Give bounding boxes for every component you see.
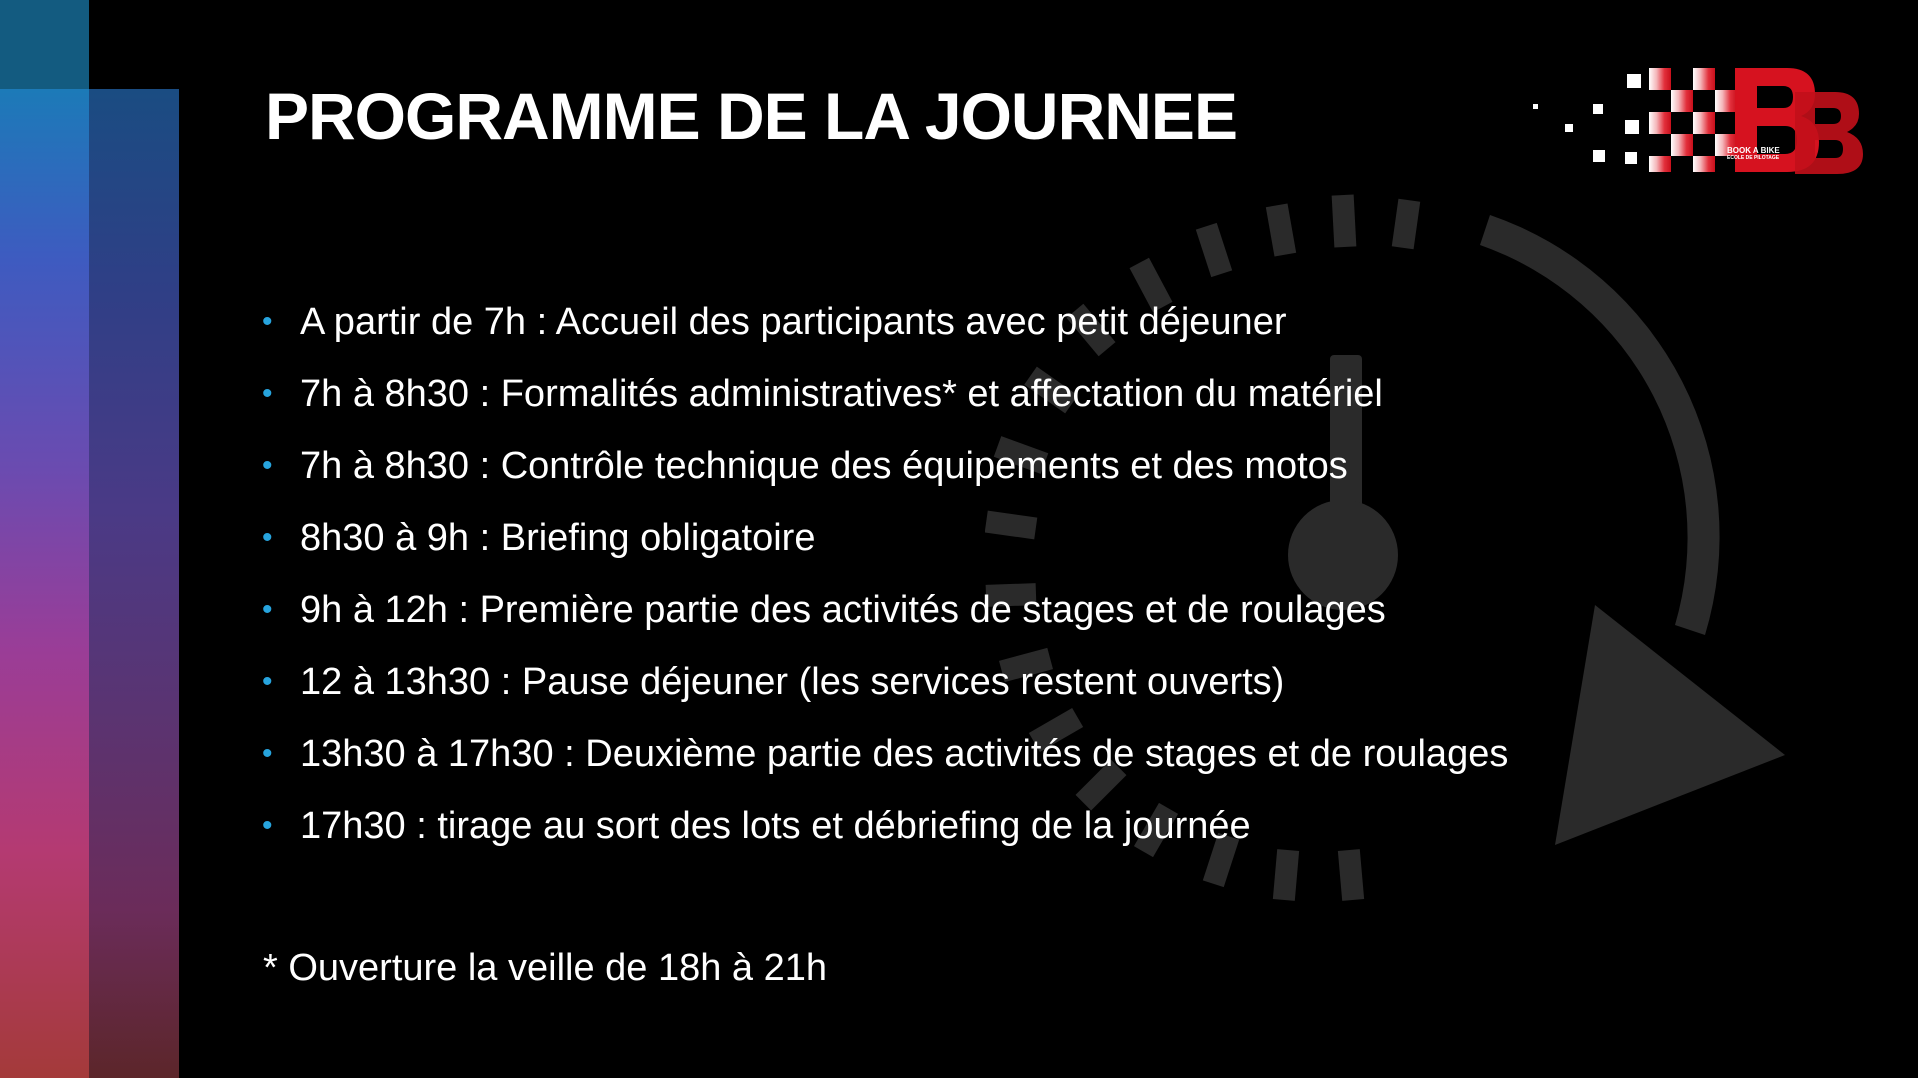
- left-accent-bar-inner-notch: [89, 0, 179, 89]
- page-title: PROGRAMME DE LA JOURNEE: [265, 79, 1237, 153]
- bullet-icon: •: [262, 521, 273, 554]
- bullet-icon: •: [262, 377, 273, 410]
- agenda-item: [262, 294, 1508, 366]
- bullet-icon: •: [262, 665, 273, 698]
- bullet-icon: •: [262, 809, 273, 842]
- agenda-item: [262, 654, 1508, 726]
- logo-caption: [1727, 147, 1780, 161]
- agenda-item: [262, 438, 1508, 510]
- agenda-item-text: 7h à 8h30 : Contrôle technique des équipements et des motos: [300, 445, 1348, 487]
- left-accent-bar-top: [0, 0, 89, 89]
- bullet-icon: •: [262, 593, 273, 626]
- agenda-item-text: 17h30 : tirage au sort des lots et débriefing de la journée: [300, 805, 1251, 847]
- agenda-item: [262, 798, 1508, 870]
- agenda-item-text: A partir de 7h : Accueil des participants avec petit déjeuner: [300, 301, 1287, 343]
- agenda-item: [262, 366, 1508, 438]
- agenda-item: [262, 582, 1508, 654]
- book-a-bike-logo: [1525, 62, 1865, 177]
- left-accent-bar: [0, 0, 89, 1078]
- agenda-item-text: 13h30 à 17h30 : Deuxième partie des activités de stages et de roulages: [300, 733, 1509, 775]
- agenda-item-text: 12 à 13h30 : Pause déjeuner (les services restent ouverts): [300, 661, 1285, 703]
- agenda-list: [262, 294, 1508, 870]
- footnote: * Ouverture la veille de 18h à 21h: [263, 947, 828, 989]
- logo-brand-text: BOOK A BIKE: [1727, 146, 1780, 155]
- bullet-icon: •: [262, 449, 273, 482]
- bullet-icon: •: [262, 737, 273, 770]
- agenda-item-text: 7h à 8h30 : Formalités administratives* et affectation du matériel: [300, 373, 1383, 415]
- bullet-icon: •: [262, 305, 273, 338]
- agenda-item-text: 9h à 12h : Première partie des activités de stages et de roulages: [300, 589, 1386, 631]
- agenda-item: [262, 510, 1508, 582]
- logo-subtitle: ECOLE DE PILOTAGE: [1727, 155, 1780, 161]
- left-accent-bar-inner: [89, 89, 179, 1078]
- agenda-item: [262, 726, 1508, 798]
- agenda-item-text: 8h30 à 9h : Briefing obligatoire: [300, 517, 816, 559]
